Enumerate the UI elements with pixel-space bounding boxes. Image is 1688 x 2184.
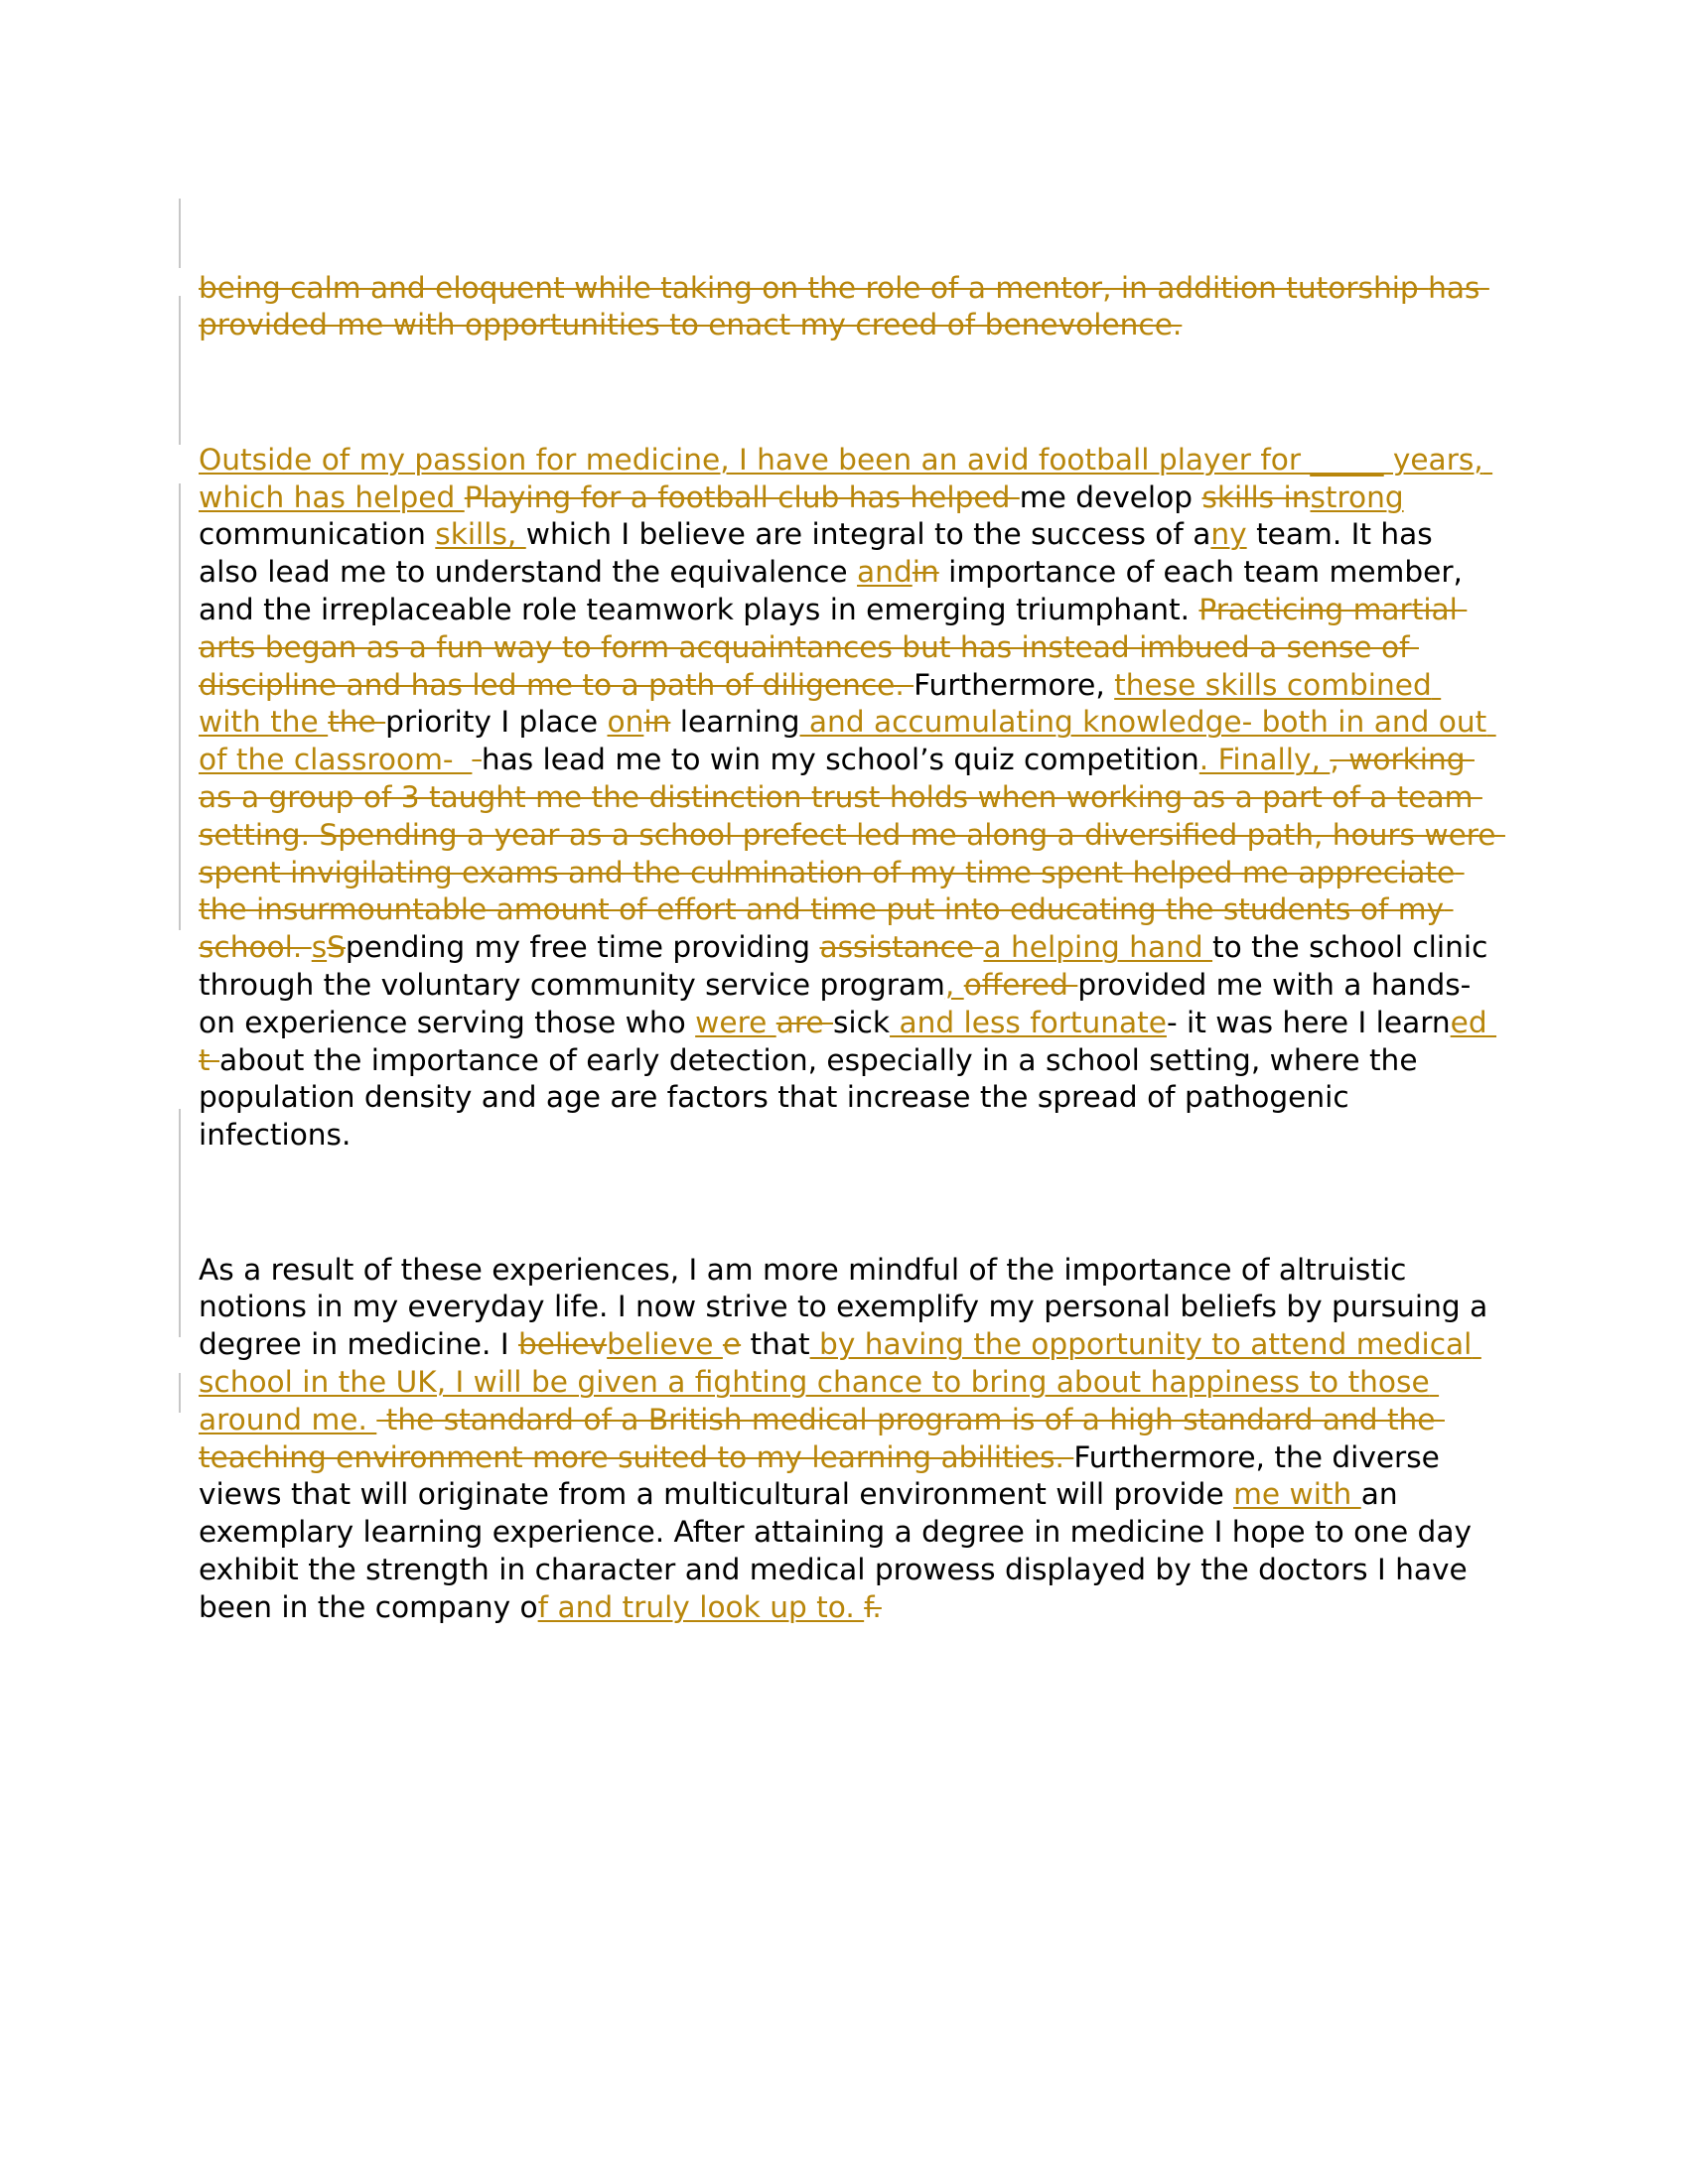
inserted-text: s — [311, 930, 328, 965]
deleted-text: S — [327, 930, 346, 965]
paragraph-conclusion — [199, 1252, 1499, 1627]
deleted-text: t — [199, 1042, 220, 1077]
change-bar — [179, 296, 181, 445]
deleted-text: Practicing martial arts began as a fun way to form acquaintances but has instead imbued a sense of discipline and has led me to a path of diligence. — [199, 592, 1468, 702]
change-bar — [179, 1109, 181, 1337]
body-text: me develop — [1019, 479, 1202, 514]
change-bar — [179, 199, 181, 268]
deleted-text: skills in — [1201, 479, 1311, 514]
deleted-text: the standard of a British medical program is of a high standard and the teaching environment more suited to my learning abilities. — [199, 1402, 1445, 1474]
inserted-text: ed — [1450, 1005, 1497, 1039]
body-text: about the importance of early detection, especially in a school setting, where the population density and age are factors that increase the spread of pathogenic infections. — [199, 1042, 1427, 1153]
inserted-text: on — [607, 705, 644, 740]
inserted-text: and accumulating knowledge- both in and out of the classroom- — [199, 705, 1496, 777]
paragraph-football — [199, 442, 1505, 1155]
inserted-text: and — [857, 555, 913, 590]
deleted-text — [472, 743, 481, 776]
body-text: As a result of these experiences, I am more mindful of the importance of altruistic notions in my everyday life. I now strive to exemplify my personal beliefs by pursuing a degree in medicine. I — [199, 1252, 1497, 1362]
deleted-text: in — [643, 705, 671, 740]
body-text: to the school clinic through the voluntary community service program — [199, 930, 1497, 1002]
body-text: - it was here I learn — [1166, 1005, 1451, 1039]
inserted-text: f and truly look up to. — [537, 1589, 865, 1624]
change-bar — [179, 1373, 181, 1413]
inserted-text: a helping hand — [983, 930, 1213, 965]
body-text: learning — [670, 705, 800, 740]
deleted-text: in — [912, 555, 939, 590]
inserted-text: and less fortunate — [890, 1005, 1167, 1039]
inserted-text: skills, — [435, 517, 526, 552]
inserted-text: , — [944, 967, 964, 1002]
body-text: has lead me to win my school’s quiz competition — [481, 743, 1199, 777]
body-text: Furthermore, — [914, 667, 1115, 702]
body-text: which I believe are integral to the success of a — [525, 517, 1211, 552]
inserted-text: . Finally, — [1198, 743, 1331, 777]
inserted-text: by having the opportunity to attend medical school in the UK, I will be given a fighting chance to bring about happiness to those around me. — [199, 1327, 1481, 1436]
document-body — [199, 195, 1505, 1723]
body-text: that — [741, 1327, 810, 1362]
change-bar — [179, 483, 181, 930]
paragraph-mentor — [199, 270, 1499, 345]
deleted-text: are — [775, 1005, 833, 1039]
deleted-text: being calm and eloquent while taking on the role of a mentor, in addition tutorship — [199, 270, 1429, 305]
inserted-text: believe — [607, 1327, 723, 1362]
body-text: an exemplary learning experience. After attaining a degree in medicine I hope to one day exhibit the strength in character and medical prowess displayed by the doctors I have been in the company o — [199, 1477, 1481, 1624]
body-text: team. It has also lead me to understand the equivalence — [199, 517, 1443, 590]
body-text: communication — [199, 479, 1414, 552]
deleted-text: offered — [963, 967, 1078, 1002]
deleted-text: e — [722, 1327, 742, 1362]
inserted-text: were — [695, 1005, 776, 1039]
body-text: importance of each team member, and the irreplaceable role teamwork plays in emerging triumphant. — [199, 555, 1473, 626]
body-text: provided me with a hands-on experience serving those who — [199, 967, 1472, 1039]
deleted-text: f. — [864, 1589, 882, 1624]
inserted-text: me with — [1233, 1477, 1361, 1512]
inserted-text: Outside of my passion for medicine, I have been an avid football player for _____ years, which has helped — [199, 442, 1493, 514]
deleted-text: believ — [517, 1327, 608, 1362]
body-text: pending my free time providing — [345, 930, 820, 965]
body-text: Furthermore, the diverse views that will originate from a multicultural environment will provide — [199, 1439, 1450, 1512]
inserted-text: strong — [1310, 479, 1404, 514]
inserted-text: ny — [1210, 517, 1247, 552]
deleted-text: Playing for a football club has helped — [464, 479, 1020, 514]
deleted-text: assistance — [819, 930, 984, 965]
body-text: sick — [832, 1005, 891, 1039]
body-text: priority I place — [385, 705, 608, 740]
deleted-text: , working as a group of 3 taught me the distinction trust holds when working as a part of a team setting. Spending a year as a school prefect led me along a diversified path, hours were spent invigilating exams and the culmination of my time spent helped me appreciate the insurmountable amount of effort and time put into educating the students of my school. — [199, 743, 1505, 965]
inserted-text: these skills combined with the — [199, 667, 1442, 740]
deleted-text: the — [328, 705, 386, 740]
deleted-text: has provided me with opportunities to enact my creed of benevolence. — [199, 270, 1489, 342]
